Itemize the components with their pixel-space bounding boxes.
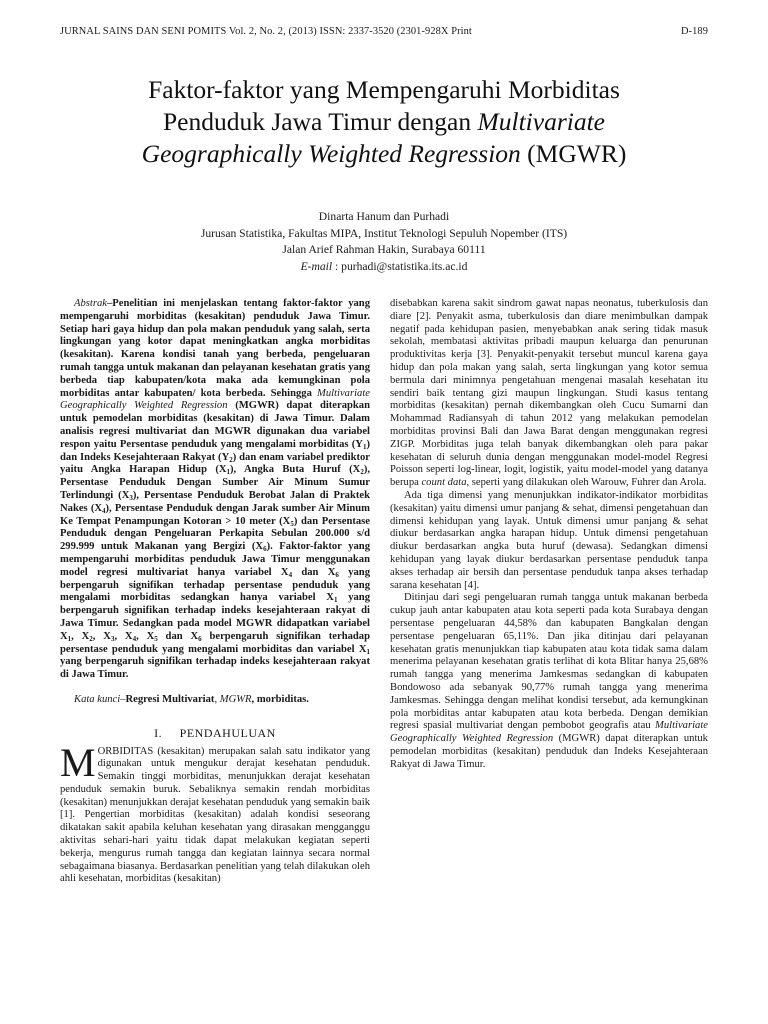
abstract: [60, 298, 370, 682]
abstract-text: ) dan enam variabel prediktor yaitu Angka Harapan Hidup (X: [60, 451, 370, 476]
title-line-2: [60, 106, 708, 138]
abstract-text: , X: [114, 630, 133, 642]
subscript: 4: [102, 506, 106, 515]
email-address: : purhadi@statistika.its.ac.id: [332, 259, 468, 273]
email-label: E-mail: [300, 259, 333, 273]
body-text: seperti yang dilakukan oleh Warouw, Fuhrer dan Arola.: [469, 477, 707, 489]
abstract-paragraph: [60, 298, 370, 682]
author-names: Dinarta Hanum dan Purhadi: [318, 210, 450, 223]
subscript: 1: [226, 468, 231, 477]
abstract-text-1: Penelitian ini menjelaskan tentang faktor-faktor yang mempengaruhi morbiditas (kesakitan) penduduk Jawa Timur. Setiap hari gaya hidup dan pola makan penduduk yang salah, serta lingkungan yang kotor dapat meningkatkan angka morbiditas (kesakitan). Karena kondisi tanah yang berbeda, pengeluaran rumah tangga untuk makanan dan pelayanan kesehatan gratis yang berbeda tiap kabupaten/kota maka ada kemungkinan pola morbiditas antar kabupaten/ kota berbeda. Sehingga: [60, 298, 370, 399]
abstract-text: ) dan Indeks Kesejahteraan Rakyat (Y: [60, 438, 370, 463]
abstract-text: berpengaruh signifikan terhadap persentase penduduk yang mengalami morbiditas dan variabel X: [60, 630, 370, 655]
keyword-1: Regresi Multivariat: [125, 693, 215, 705]
subscript: 4: [288, 570, 293, 579]
abstract-text: dan X: [292, 566, 336, 578]
left-column: [60, 298, 370, 886]
subscript: 4: [132, 634, 137, 643]
subscript: 3: [110, 634, 115, 643]
body-text: disebabkan karena sakit sindrom gawat napas neonatus, tuberkulosis dan diare [2]. Penyakit asma, tuberkulosis dan diare menimbulkan dampak negatif pada kehidupan pasien, menyebabkan anak sering tidak masuk sekolah, membatasi aktivitas pribadi maupun keluarga dan penurunan produktivitas kerja [3]. Penyakit-penyakit tersebut muncul karena gaya hidup dan pola makan yang salah, serta lingkungan yang kotor semua bermula dari minimnya pengetahuan mengenai masalah kesehatan itu sendiri baik tentang gizi maupun lingkungan. Studi kasus tentang morbiditas (kesakitan) pernah dikembangkan oleh Cucu Sumarni dan Mohammad Radiansyah di tahun 2012 yang melakukan pemodelan morbiditas provinsi Bali dan Jawa Barat dengan menggunakan regresi ZIGP. Morbiditas juga telah banyak dikembangkan oleh para pakar kesehatan di seluruh dunia dengan menggunakan model-model Regresi Poisson seperti log-linear, logit, logistik, yaitu model-model yang datanya berupa: [390, 298, 708, 489]
abstract-text: , X: [92, 630, 111, 642]
page-number: D-189: [680, 26, 708, 37]
section-heading: [60, 727, 370, 740]
intro-paragraph: [60, 739, 370, 887]
affiliation: Jurusan Statistika, Fakultas MIPA, Institut Teknologi Sepuluh Nopember (ITS): [200, 226, 568, 240]
keyword-2: MGWR: [219, 693, 252, 705]
subscript: 5: [154, 634, 158, 643]
subscript: 1: [362, 442, 367, 451]
body-paragraph-3: [390, 592, 708, 771]
title-line-3-italic: Geographically Weighted Regression: [141, 139, 521, 168]
keywords-lead: Kata kunci: [74, 693, 121, 705]
subscript: 1: [366, 647, 370, 656]
body-paragraph-2: Ada tiga dimensi yang menunjukkan indikator-indikator morbiditas (kesakitan) yaitu dimensi umur panjang & sehat, dimensi pengetahuan dan dimensi kehidupan yang layak. Untuk dimensi umur panjang & sehat diukur berdasarkan angka harapan hidup. Untuk dimensi pengetahuan diukur berdasarkan angka buta huruf (dewasa). Sedangkan dimensi kehidupan yang layak diukur berdasarkan persentase penduduk tanpa akses terhadap air bersih dan persentase penduduk tanpa akses terhadap sarana kesehatan [4].: [390, 489, 708, 591]
abstract-text: ), Persentase Penduduk dengan Jarak sumber Air Minum Ke Tempat Penampungan Kotoran > 10 meter (X: [60, 502, 370, 527]
title-line-3-plain: (MGWR): [520, 139, 627, 168]
mgwr-italic: Multivariate Geographically Weighted Regression: [390, 720, 708, 745]
abstract-text: ), Persentase Penduduk Dengan Sumber Air Minum Sumur Terlindungi (X: [60, 464, 370, 501]
drop-cap: M: [60, 739, 96, 785]
count-data-italic: count data,: [421, 477, 470, 489]
subscript: 2: [229, 455, 233, 464]
keyword-3: , morbiditas.: [251, 693, 309, 705]
abstract-text: dan X: [157, 630, 199, 642]
body-paragraph-1: [390, 298, 708, 490]
title-line-1: Faktor-faktor yang Mempengaruhi Morbiditas: [148, 75, 620, 104]
subscript: 6: [198, 634, 202, 643]
abstract-text: , X: [136, 630, 155, 642]
subscript: 5: [290, 519, 294, 528]
abstract-text: (MGWR) dapat diterapkan untuk pemodelan morbiditas (kesakitan) di Jawa Timur. Dalam analisis regresi multivariat dan MGWR digunakan dua variabel respon yaitu Persentase penduduk yang mengalami morbiditas (Y: [60, 400, 370, 450]
running-header: [60, 26, 708, 42]
title-line-2-plain: Penduduk Jawa Timur dengan: [163, 107, 478, 136]
subscript: 1: [333, 596, 338, 605]
abstract-text: ), Angka Buta Huruf (X: [230, 464, 361, 476]
abstract-text: ) dan Persentase Penduduk dengan Pengeluaran Perkapita Sebulan 200.000 s/d 299.999 untuk Makanan yang Bergizi (X: [60, 515, 370, 553]
subscript: 6: [263, 545, 267, 554]
title-line-3: [60, 138, 708, 170]
author-block: [60, 209, 708, 275]
abstract-mgwr-italic: Multivariate Geographically Weighted Regression: [60, 387, 370, 412]
abstract-text: ), Persentase Penduduk Berobat Jalan di Praktek Nakes (X: [60, 489, 370, 514]
keyword-separator: ,: [214, 693, 220, 705]
subscript: 1: [67, 634, 72, 643]
address: Jalan Arief Rahman Hakin, Surabaya 60111: [282, 243, 486, 256]
keywords: [60, 694, 370, 707]
abstract-lead: Abstrak: [74, 298, 107, 309]
abstract-text: yang berpengaruh signifikan terhadap indeks kesejahteraan rakyat di Jawa Timur.: [60, 656, 370, 681]
abstract-text: yang berpengaruh signifikan terhadap indeks kesejahteraan rakyat di Jawa Timur. Sedangkan pada model MGWR didapatkan variabel X: [60, 592, 370, 642]
abstract-dash: –: [106, 298, 113, 309]
abstract-text: ). Faktor-faktor yang mempengaruhi morbiditas penduduk Jawa Timur menggunakan model regresi multivariat hanya variabel X: [60, 541, 370, 578]
body-text: Ditinjau dari segi pengeluaran rumah tangga untuk makanan berbeda cukup jauh antar kabupaten atau kota seperti pada kota Surabaya dengan persentase pengeluaran 44,58% dan kabupaten Bangkalan dengan persentase pengeluaran 65,11%. Dan jika ditinjau dari pelayanan kesehatan gratis menunjukkan tiap kabupaten atau kota tidak sama dalam menerima pelayanan kesehatan gratis terlihat di kota Blitar hanya 25,68% rumah tangga yang menerima Jamkesmas sedangkan di kabupaten Bondowoso ada sebanyak 90,77% rumah tangga yang menerima Jamkesmas. Sehingga dengan melihat kondisi tersebut, ada kemungkinan pola morbiditas antar kabupaten atau kota berbeda. Dengan demikian regresi spasial multivariat dengan pembobot geografis atau: [390, 592, 708, 732]
section-number: I.: [154, 725, 163, 740]
subscript: 2: [89, 634, 93, 643]
intro-text: ORBIDITAS (kesakitan) merupakan salah satu indikator yang digunakan untuk mengukur derajat kesehatan penduduk. Semakin tinggi morbiditas, menunjukkan derajat kesehatan penduduk semakin buruk. Sebaliknya semakin rendah morbiditas (kesakitan) menunjukkan derajat kesehatan penduduk yang semakin baik [1]. Pengertian morbiditas (kesakitan) adalah kondisi seseorang dikatakan sakit apabila keluhan kesehatan yang dirasakan mengganggu aktivitas sehari-hari yaitu tidak dapat melakukan kegiatan seperti bekerja, mengurus rumah tangga dan kegiatan lainnya secara normal sebagaimana biasanya. Berdasarkan penelitian yang telah dilakukan oleh ahli kesehatan, morbiditas (kesakitan): [60, 745, 370, 885]
journal-info: JURNAL SAINS DAN SENI POMITS Vol. 2, No. 2, (2013) ISSN: 2337-3520 (2301-928X Print: [60, 26, 472, 37]
keywords-dash: –: [120, 693, 126, 705]
abstract-text: yang berpengaruh signifikan terhadap persentase penduduk yang mengalami morbiditas sedangkan hanya variabel X: [60, 566, 370, 604]
title-line-2-italic: Multivariate: [477, 107, 605, 136]
body-text: (MGWR) dapat diterapkan untuk pemodelan morbiditas (kesakitan) penduduk dan Indeks Kesejahteraan Rakyat di Jawa Timur.: [390, 733, 708, 770]
subscript: 3: [129, 493, 133, 502]
right-column: [390, 298, 708, 771]
section-title: PENDAHULUAN: [179, 725, 276, 740]
email-line: [60, 259, 708, 276]
subscript: 2: [360, 468, 364, 477]
subscript: 6: [335, 570, 339, 579]
abstract-text: , X: [71, 630, 90, 642]
paper-title: [60, 74, 708, 170]
